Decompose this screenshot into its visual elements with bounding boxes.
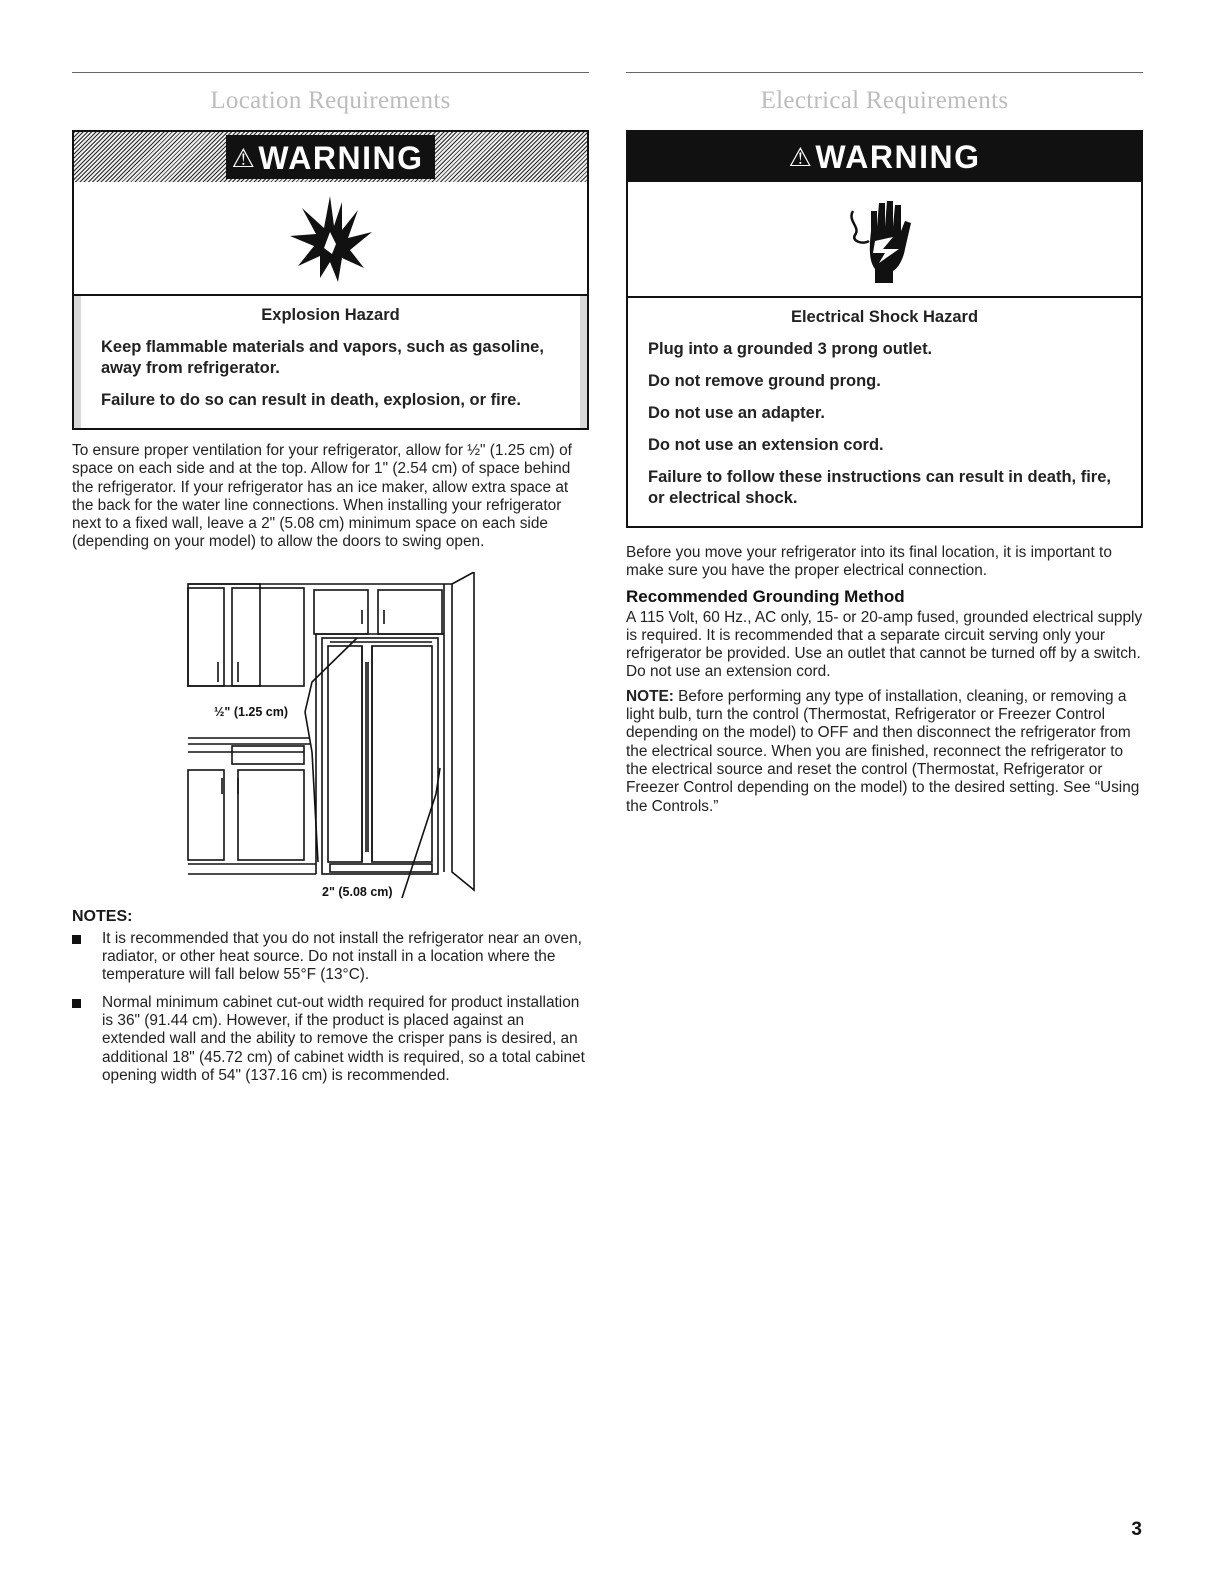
electrical-requirements-section [626,72,1143,816]
section-rule [626,72,1143,73]
hazard-text [628,298,1141,526]
hazard-line: Keep flammable materials and vapors, such as gasoline, away from refrigerator. [101,338,544,377]
hazard-line: Do not use an adapter. [648,404,825,422]
list-item [72,994,589,1085]
refrigerator-clearance-illustration [72,572,589,902]
warning-banner [628,132,1141,182]
location-requirements-section [72,72,589,1094]
grounding-method-text: A 115 Volt, 60 Hz., AC only, 15- or 20-amp fused, grounded electrical supply is required. It is recommended that a separate circuit serving only your refrigerator be provided. Use an outlet that cannot be turned off by a switch. Do not use an extension cord. [626,608,1143,681]
hazard-text [81,296,580,428]
section-title: Location Requirements [210,87,451,114]
note-text: It is recommended that you do not install the refrigerator near an oven, radiator, or other heat source. Do not install in a location where the temperature will fall below 55°F (13°C). [102,929,582,984]
notes-heading: NOTES: [72,907,133,925]
hazard-line: Failure to follow these instructions can result in death, fire, or electrical shock. [648,468,1111,507]
hazard-line: Do not remove ground prong. [648,372,881,390]
electrical-intro: Before you move your refrigerator into its final location, it is important to make sure you have the proper electrical connection. [626,544,1112,580]
warning-triangle-icon: ⚠ [788,141,814,172]
note-text: Normal minimum cabinet cut-out width required for product installation is 36" (91.44 cm). However, if the product is placed against an extended wall and the ability to remove the crisper pans is desired, an additional 18" (45.72 cm) of cabinet width is required, so a total cabinet opening width of 54" (137.16 cm) is recommended. [102,993,585,1084]
warning-banner [74,132,587,182]
list-item [72,930,589,985]
section-title: Electrical Requirements [760,87,1009,114]
hazard-line: Plug into a grounded 3 prong outlet. [648,340,933,358]
warning-triangle-icon: ⚠ [231,142,257,173]
page-number: 3 [1131,1519,1142,1540]
electric-shock-icon [845,191,925,287]
grounding-method-heading: Recommended Grounding Method [626,586,905,606]
hazard-title: Electrical Shock Hazard [790,308,979,326]
wall-clearance-label: 2" (5.08 cm) [322,884,393,899]
bullet-icon [72,935,81,944]
bullet-icon [72,999,81,1008]
note-text: Before performing any type of installation, cleaning, or removing a light bulb, turn the control (Thermostat, Refrigerator or Freezer Control depending on the model) to OFF and then disconnect the refrigerator from the electrical source. When you are finished, reconnect the refrigerator to the electrical source and reset the control (Thermostat, Refrigerator or Freezer Control depending on the model) to the desired setting. See “Using the Controls.” [626,687,1140,815]
warning-label: WARNING [258,139,424,176]
ventilation-paragraph: To ensure proper ventilation for your refrigerator, allow for ½" (1.25 cm) of space on each side and at the top. Allow for 1" (2.54 cm) of space behind the refrigerator. If your refrigerator has an ice maker, allow extra space at the back for the water line connections. When installing your refrigerator next to a fixed wall, leave a 2" (5.08 cm) minimum space on each side (depending on your model) to allow the doors to swing open. [72,442,572,551]
shock-warning-box [626,130,1143,528]
side-clearance-label: ½" (1.25 cm) [214,704,289,719]
clearance-diagram [72,572,589,902]
note-paragraph [626,688,1143,816]
explosion-icon [286,192,376,284]
hazard-line: Failure to do so can result in death, explosion, or fire. [101,391,521,409]
explosion-warning-box [72,130,589,430]
hazard-line: Do not use an extension cord. [648,436,884,454]
hazard-title: Explosion Hazard [261,306,400,324]
section-rule [72,72,589,73]
note-label: NOTE: [626,687,674,705]
explosion-icon-area [74,182,587,296]
warning-label: WARNING [815,138,981,175]
shock-icon-area [628,182,1141,298]
